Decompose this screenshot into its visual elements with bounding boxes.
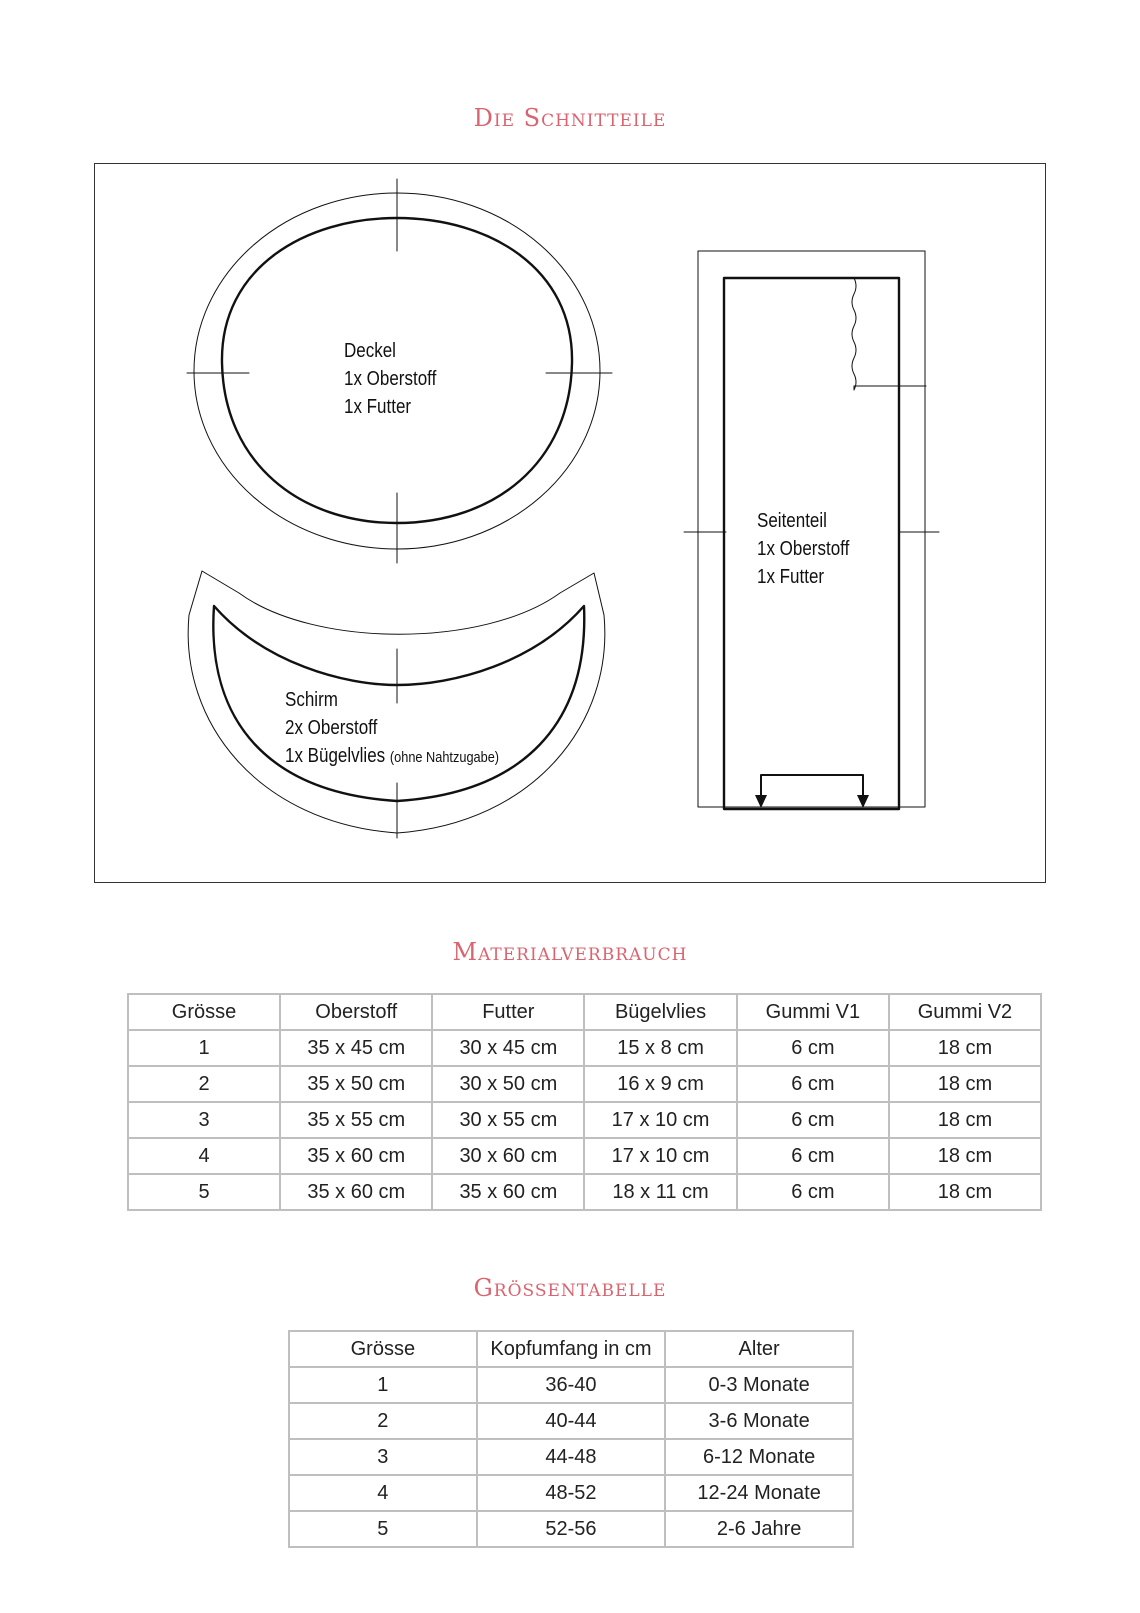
material-header-cell: Futter [432, 994, 584, 1030]
table-row [128, 1066, 1041, 1102]
table-cell: 52-56 [477, 1511, 666, 1547]
table-cell: 12-24 Monate [665, 1475, 853, 1511]
schirm-line2-wrap [285, 742, 499, 772]
material-header-cell: Gummi V1 [737, 994, 889, 1030]
material-header-cell: Grösse [128, 994, 280, 1030]
seitenteil-wavy-line [852, 278, 856, 390]
table-cell: 48-52 [477, 1475, 666, 1511]
deckel-label [344, 337, 436, 421]
table-cell: 35 x 55 cm [280, 1102, 432, 1138]
size-header-cell: Kopfumfang in cm [477, 1331, 666, 1367]
table-cell: 18 cm [889, 1066, 1041, 1102]
size-header-cell: Alter [665, 1331, 853, 1367]
table-row [128, 1174, 1041, 1210]
table-row [128, 1138, 1041, 1174]
schirm-note: (ohne Nahtzugabe) [389, 749, 500, 766]
table-cell: 18 cm [889, 1030, 1041, 1066]
table-cell: 35 x 50 cm [280, 1066, 432, 1102]
table-cell: 18 cm [889, 1174, 1041, 1210]
table-cell: 5 [128, 1174, 280, 1210]
table-cell: 3 [128, 1102, 280, 1138]
pattern-pieces-drawing [94, 163, 1046, 883]
table-cell: 6 cm [737, 1174, 889, 1210]
table-cell: 1 [128, 1030, 280, 1066]
material-table [127, 993, 1042, 1211]
table-cell: 5 [289, 1511, 477, 1547]
size-table [288, 1330, 854, 1548]
seitenteil-label [757, 507, 849, 591]
table-row [289, 1403, 853, 1439]
seitenteil-arrow-left-head [755, 795, 767, 808]
table-cell: 30 x 60 cm [432, 1138, 584, 1174]
table-cell: 18 x 11 cm [584, 1174, 737, 1210]
seitenteil-arrow-right-head [857, 795, 869, 808]
table-cell: 4 [289, 1475, 477, 1511]
table-cell: 17 x 10 cm [584, 1138, 737, 1174]
table-cell: 3-6 Monate [665, 1403, 853, 1439]
size-header-cell: Grösse [289, 1331, 477, 1367]
table-cell: 6 cm [737, 1030, 889, 1066]
table-cell: 4 [128, 1138, 280, 1174]
schirm-title: Schirm [285, 689, 338, 711]
table-cell: 18 cm [889, 1138, 1041, 1174]
table-cell: 2 [289, 1403, 477, 1439]
table-row [289, 1511, 853, 1547]
table-cell: 3 [289, 1439, 477, 1475]
table-row [128, 1030, 1041, 1066]
table-cell: 0-3 Monate [665, 1367, 853, 1403]
seitenteil-line2: 1x Futter [757, 566, 825, 588]
table-cell: 44-48 [477, 1439, 666, 1475]
table-cell: 1 [289, 1367, 477, 1403]
material-header-cell: Bügelvlies [584, 994, 737, 1030]
table-cell: 35 x 60 cm [280, 1138, 432, 1174]
table-cell: 35 x 45 cm [280, 1030, 432, 1066]
schirm-line2: 1x Bügelvlies [285, 745, 386, 767]
deckel-line1: 1x Oberstoff [344, 368, 437, 390]
table-cell: 6-12 Monate [665, 1439, 853, 1475]
deckel-title: Deckel [344, 340, 396, 362]
material-header-cell: Oberstoff [280, 994, 432, 1030]
schirm-line1: 2x Oberstoff [285, 717, 378, 739]
schirm-label [285, 686, 499, 772]
table-cell: 16 x 9 cm [584, 1066, 737, 1102]
sizes-heading: Grössentabelle [473, 1274, 667, 1302]
table-cell: 2-6 Jahre [665, 1511, 853, 1547]
table-cell: 30 x 50 cm [432, 1066, 584, 1102]
table-cell: 6 cm [737, 1102, 889, 1138]
table-row [289, 1475, 853, 1511]
table-cell: 35 x 60 cm [280, 1174, 432, 1210]
seitenteil-line1: 1x Oberstoff [757, 538, 850, 560]
table-cell: 2 [128, 1066, 280, 1102]
size-header-row [289, 1331, 853, 1367]
seitenteil-fold-arrow [761, 775, 863, 799]
table-cell: 36-40 [477, 1367, 666, 1403]
table-row [289, 1439, 853, 1475]
table-cell: 35 x 60 cm [432, 1174, 584, 1210]
material-heading: Materialverbrauch [452, 938, 688, 966]
table-row [289, 1367, 853, 1403]
table-cell: 6 cm [737, 1066, 889, 1102]
table-row [128, 1102, 1041, 1138]
table-cell: 30 x 55 cm [432, 1102, 584, 1138]
seitenteil-title: Seitenteil [757, 510, 827, 532]
material-header-cell: Gummi V2 [889, 994, 1041, 1030]
table-cell: 6 cm [737, 1138, 889, 1174]
pieces-heading: Die Schnitteile [473, 104, 667, 132]
deckel-line2: 1x Futter [344, 396, 412, 418]
table-cell: 40-44 [477, 1403, 666, 1439]
table-cell: 18 cm [889, 1102, 1041, 1138]
table-cell: 30 x 45 cm [432, 1030, 584, 1066]
material-header-row [128, 994, 1041, 1030]
table-cell: 15 x 8 cm [584, 1030, 737, 1066]
table-cell: 17 x 10 cm [584, 1102, 737, 1138]
